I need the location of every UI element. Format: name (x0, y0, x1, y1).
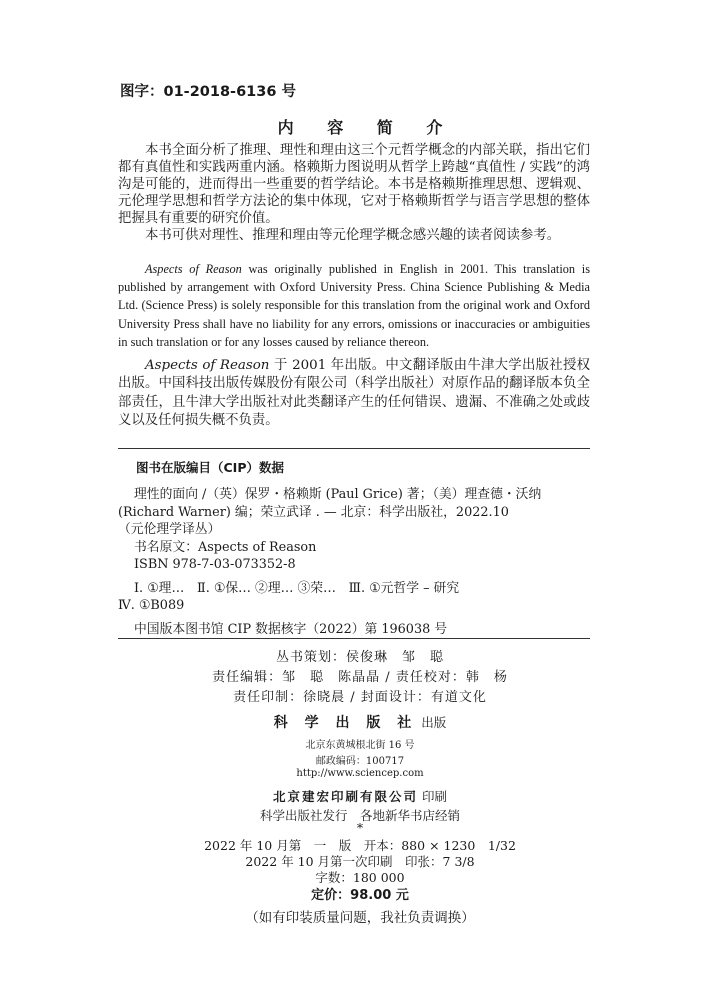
distribution: 科学出版社发行 各地新华书店经销 (259, 808, 460, 823)
divider-top (118, 448, 590, 449)
chinese-notice (118, 357, 590, 430)
publisher-postcode: 邮政编码：100717 (315, 756, 405, 767)
cip-data (118, 486, 590, 638)
word-count: 字数：180 000 (315, 870, 405, 885)
summary-title: 内 容 简 介 (277, 118, 457, 137)
edition-line: 2022 年 10 月第一次印刷 印张：7 3/8 (245, 854, 475, 869)
summary (118, 142, 590, 244)
printer-line (0, 786, 720, 805)
credits-planner: 丛书策划：侯俊琳 邹 聪 (275, 650, 444, 665)
separator-star: * (356, 820, 364, 835)
cip-title: 图书在版编目（CIP）数据 (136, 460, 284, 475)
publisher-url: http://www.sciencep.com (296, 768, 424, 779)
publisher-name: 科 学 出 版 社 (273, 715, 418, 731)
registration-number: 图字：01-2018-6136 号 (120, 84, 296, 100)
cip-line: 中国版本图书馆 CIP 数据核字（2022）第 196038 号 (134, 621, 448, 637)
summary-paragraph-2: 本书可供对理性、推理和理由等元伦理学概念感兴趣的读者阅读参考。 (145, 228, 561, 243)
edition-line: 2022 年 10 月第 一 版 开本：880 × 1230 1/32 (204, 838, 516, 853)
english-notice-body: was originally published in English in 2001. This translation is published by arrangement with Oxford University Press. China Science Publishing & Media Ltd. (Science Press) is solely responsible for this translation from the original work and Oxford University Press shall have no liability for any errors, omissions or inaccuracies or ambiguities in such translation or for any losses caused by reliance thereon. (118, 262, 590, 349)
summary-paragraph-1: 本书全面分析了推理、理性和理由这三个元哲学概念的内部关联，指出它们都有真值性和实践两重内涵。格赖斯力图说明从哲学上跨越“真值性 / 实践”的鸿沟是可能的，进而得出一些重要的哲学结论。本书是格赖斯推理思想、逻辑观、元伦理学思想和哲学方法论的集中体现，它对于格赖斯哲学与语言学思想的整体把握具有重要的研究价值。 (118, 143, 590, 226)
cip-line: ISBN 978-7-03-073352-8 (134, 557, 296, 572)
chinese-notice-body: 于 2001 年出版。中文翻译版由牛津大学出版社授权出版。中国科技出版传媒股份有限公司（科学出版社）对原作品的翻译版本负全部责任，且牛津大学出版社对此类翻译产生的任何错误、遗漏、不准确之处或歧义以及任何损失概不负责。 (118, 358, 590, 428)
cip-line: 理性的面向 /（英）保罗・格赖斯 (Paul Grice) 著；（美）理查德・沃纳 (134, 487, 542, 502)
cip-line: Ⅰ. ①理… Ⅱ. ①保… ②理… ③荣… Ⅲ. ①元哲学 – 研究 (134, 580, 460, 596)
credits-printing: 责任印制：徐晓晨 / 封面设计：有道文化 (233, 690, 487, 705)
publisher-suffix: 出版 (417, 715, 447, 730)
credits-editors: 责任编辑：邹 聪 陈晶晶 / 责任校对：韩 杨 (212, 670, 508, 685)
chinese-notice-title: Aspects of Reason (145, 358, 270, 373)
divider-bottom (118, 638, 590, 639)
english-notice-title: Aspects of Reason (145, 262, 242, 276)
cip-line: 书名原文：Aspects of Reason (134, 539, 317, 555)
publisher-line (0, 712, 720, 732)
quality-note: （如有印装质量问题，我社负责调换） (245, 910, 475, 926)
cip-line: （元伦理学译丛） (118, 522, 221, 537)
printer-suffix: 印刷 (418, 789, 447, 804)
price: 定价：98.00 元 (311, 888, 409, 903)
english-notice (118, 260, 590, 351)
publisher-address: 北京东黄城根北街 16 号 (305, 740, 415, 751)
cip-line: Ⅳ. ①B089 (118, 598, 185, 613)
cip-line: (Richard Warner) 编；荣立武译 . — 北京：科学出版社，2022.10 (118, 504, 509, 520)
printer-name: 北京建宏印刷有限公司 (273, 789, 419, 804)
